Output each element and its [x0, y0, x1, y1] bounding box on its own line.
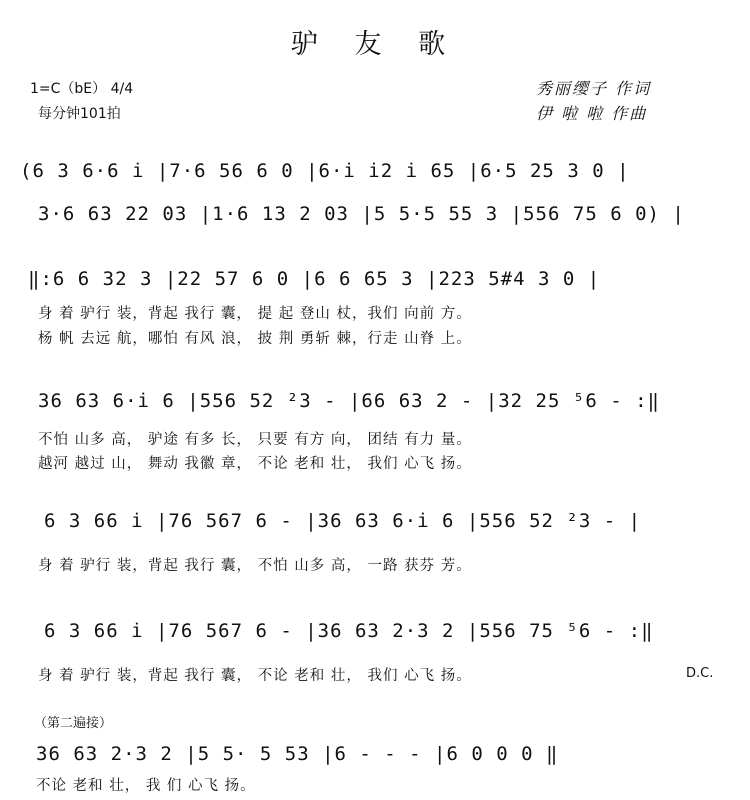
song-title: 驴 友 歌	[290, 29, 460, 60]
verse-lyrics-1b: 杨 帆 去远 航，哪怕 有风 浪， 披 荆 勇斩 棘，行走 山脊 上。	[38, 331, 472, 347]
verse-notes-line-1: ‖:6 6 32 3 |22 57 6 0 |6 6 65 3 |223 5#4 3 0 |	[28, 268, 601, 290]
chorus-notes-line-1: 6 3 66 i̇ |76 567 6 - |36 63 6·i̇ 6 |556 52 ²3 - |	[44, 510, 642, 532]
verse-lyrics-2b: 越河 越过 山， 舞动 我徽 章， 不论 老和 壮， 我们 心飞 扬。	[38, 456, 472, 472]
verse-lyrics-1a: 身 着 驴行 装，背起 我行 囊， 提 起 登山 杖，我们 向前 方。	[38, 306, 472, 322]
second-ending-label: （第二遍接）	[34, 716, 113, 731]
chorus-lyrics-2: 身 着 驴行 装，背起 我行 囊， 不论 老和 壮， 我们 心飞 扬。	[38, 668, 472, 684]
verse-notes-line-2: 36 63 6·i̇ 6 |556 52 ²3 - |66 63 2 - |32 25 ⁵6 - :‖	[38, 390, 660, 412]
intro-notes-line-1: (6 3 6·6 i̇ |7·6 56 6 0 |6·i̇ i̇2 i̇ 65 |6·5 25 3 0 |	[20, 160, 630, 182]
tempo-marking: 每分钟101拍	[38, 106, 121, 122]
intro-notes-line-2: 3·6 63 22 03 |1·6 13 2 03 |5 5·5 55 3 |556 75 6 0) |	[38, 203, 685, 225]
verse-lyrics-2a: 不怕 山多 高， 驴途 有多 长， 只要 有方 向， 团结 有力 量。	[38, 432, 472, 448]
coda-notes: 36 63 2·3 2 |5 5· 5 53 |6 - - - |6 0 0 0 ‖	[36, 743, 559, 765]
key-signature: 1=C（bE） 4/4	[30, 81, 134, 97]
coda-lyrics: 不论 老和 壮， 我 们 心飞 扬。	[36, 778, 256, 794]
dc-mark: D.C.	[686, 666, 714, 681]
chorus-notes-line-2: 6 3 66 i̇ |76 567 6 - |36 63 2·3 2 |556 75 ⁵6 - :‖	[44, 620, 654, 642]
composer-credit: 伊 啦 啦 作曲	[536, 104, 648, 123]
chorus-lyrics-1: 身 着 驴行 装，背起 我行 囊， 不怕 山多 高， 一路 获芬 芳。	[38, 558, 472, 574]
lyricist-credit: 秀丽缨子 作词	[536, 79, 652, 98]
